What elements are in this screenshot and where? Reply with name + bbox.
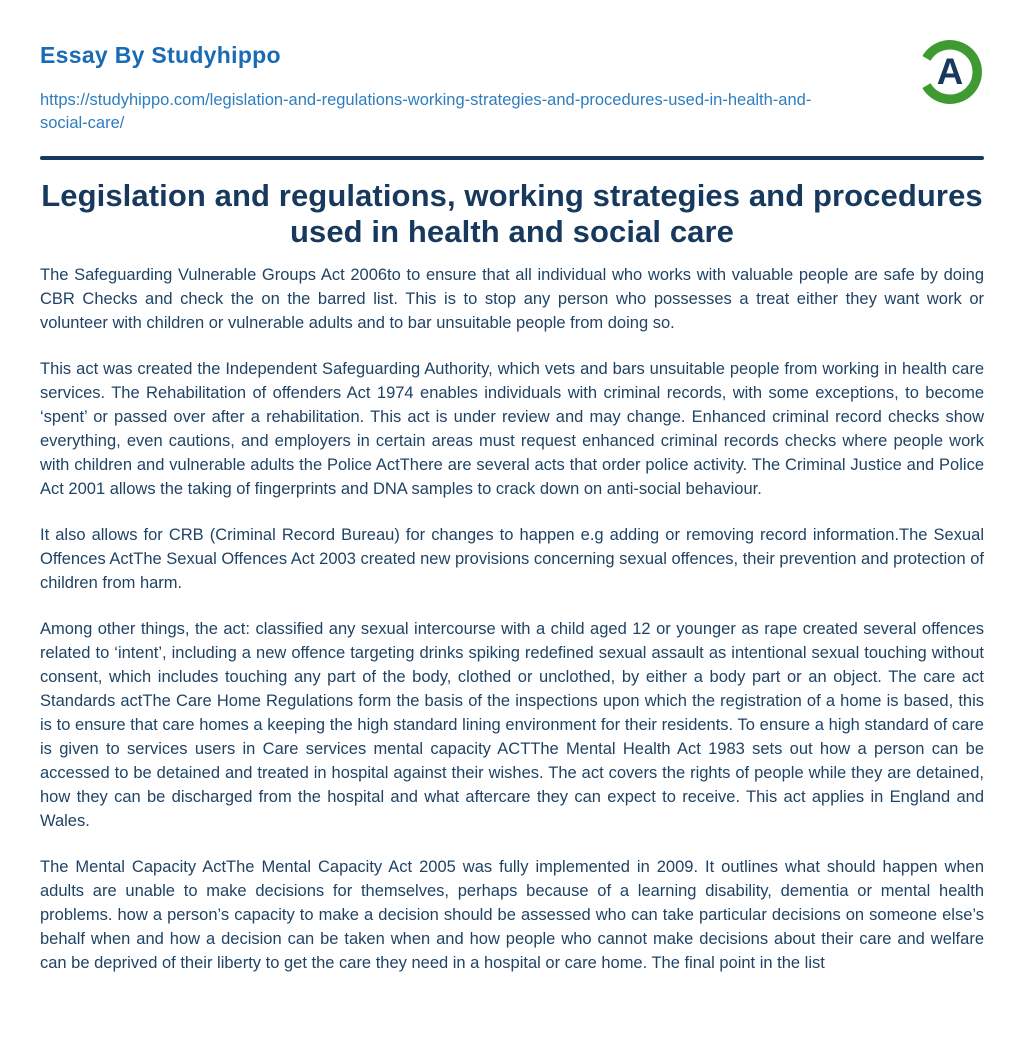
header-divider (40, 156, 984, 160)
header-text-block (40, 36, 850, 136)
essay-body (40, 263, 984, 975)
essay-paragraph-1: The Safeguarding Vulnerable Groups Act 2006to to ensure that all individual who works with valuable people are safe by doing CBR Checks and check the on the barred list. This is to stop any person who possesses a treat either they want work or volunteer with children or vulnerable adults and to bar unsuitable people from doing so. (40, 266, 984, 333)
site-title: Essay By Studyhippo (40, 42, 281, 68)
essay-paragraph-3: It also allows for CRB (Criminal Record Bureau) for changes to happen e.g adding or removing record information.The Sexual Offences ActThe Sexual Offences Act 2003 created new provisions concerning sexual offences, their prevention and protection of children from harm. (40, 526, 984, 593)
essay-paragraph-2: This act was created the Independent Safeguarding Authority, which vets and bars unsuitable people from working in health care services. The Rehabilitation of offenders Act 1974 enables individuals with criminal records, with some exceptions, to become ‘spent’ or passed over after a rehabilitation. This act is under review and may change. Enhanced criminal record checks show everything, even cautions, and employers in certain areas must request enhanced criminal records checks where people work with children and vulnerable adults the Police ActThere are several acts that order police activity. The Criminal Justice and Police Act 2001 allows the taking of fingerprints and DNA samples to crack down on anti-social behaviour. (40, 360, 984, 499)
essay-paragraph-4: Among other things, the act: classified any sexual intercourse with a child aged 12 or younger as rape created several offences related to ‘intent’, including a new offence targeting drinks spiking redefined sexual assault as intentional sexual touching without consent, which includes touching any part of the body, clothed or unclothed, by either a body part or an object. The care act Standards actThe Care Home Regulations form the basis of the inspections upon which the registration of a home is based, this is to ensure that care homes a keeping the high standard lining environment for their residents. To ensure a high standard of care is given to services users in Care services mental capacity ACTThe Mental Health Act 1983 sets out how a person can be accessed to be detained and treated in hospital against their wishes. The act covers the rights of people while they are detained, how they can be discharged from the hospital and what aftercare they can expect to receive. This act applies in England and Wales. (40, 620, 984, 831)
essay-paragraph-5: The Mental Capacity ActThe Mental Capacity Act 2005 was fully implemented in 2009. It outlines what should happen when adults are unable to make decisions for themselves, perhaps because of a learning disability, dementia or mental health problems. how a person’s capacity to make a decision should be assessed who can take particular decisions on someone else’s behalf when and how a decision can be taken when and how people who cannot make decisions about their care and welfare can be deprived of their liberty to get the care they need in a hospital or care home. The final point in the list (40, 858, 984, 973)
essay-url-link[interactable]: https://studyhippo.com/legislation-and-regulations-working-strategies-and-procedures-used-in-health-and-social-care/ (40, 91, 812, 133)
logo-letter: A (936, 51, 964, 93)
essay-title: Legislation and regulations, working strategies and procedures used in health and social care (41, 177, 983, 250)
page-header (40, 36, 984, 136)
studyhippo-logo (916, 38, 984, 106)
